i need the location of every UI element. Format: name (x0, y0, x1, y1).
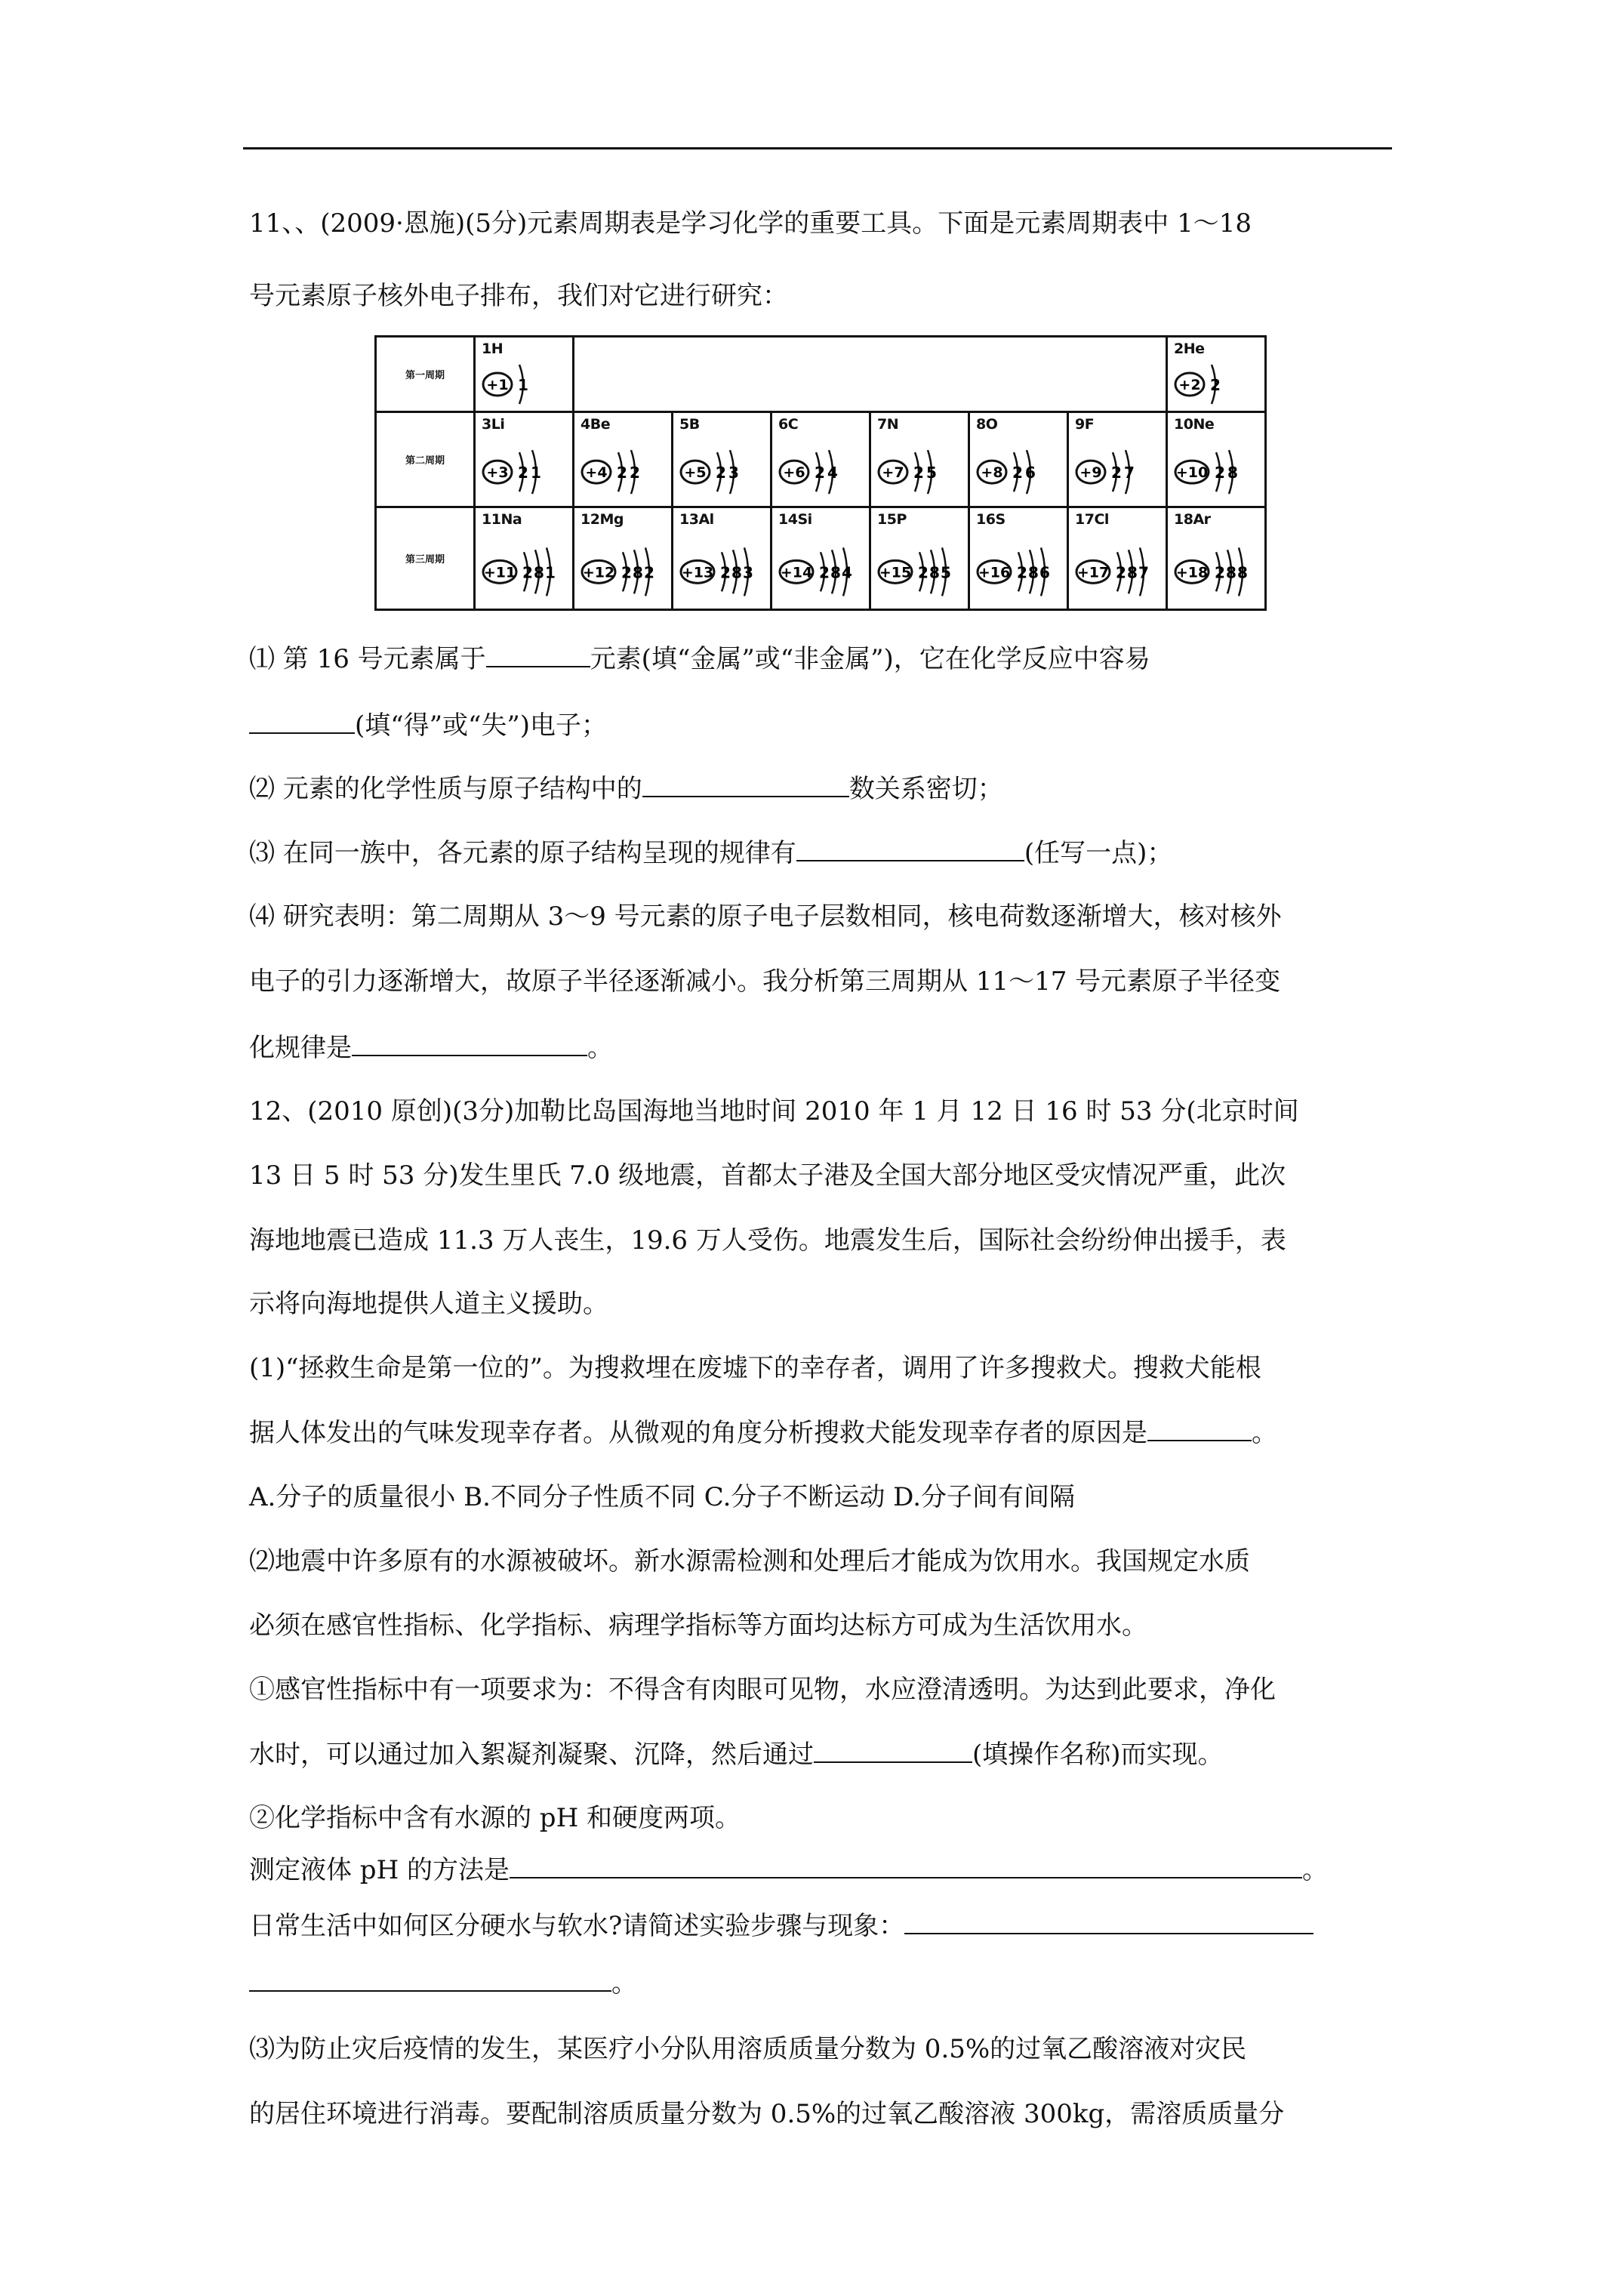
shell-electron-count: 4 (842, 563, 852, 582)
row-label-period-3: 第三周期 (376, 507, 475, 610)
shell-electron-count: 5 (941, 563, 951, 582)
element-label: 5B (679, 416, 700, 433)
atom-structure-diagram (871, 413, 968, 508)
shell-electron-count: 2 (1215, 563, 1225, 582)
shell-electron-count: 2 (1215, 464, 1225, 482)
shell-electron-count: 8 (1127, 563, 1138, 582)
nucleus-charge: +11 (483, 564, 516, 581)
q11-line-2: 号元素原子核外电子排布，我们对它进行研究： (249, 281, 788, 311)
answer-blank[interactable] (642, 773, 849, 797)
atom-structure-diagram (476, 413, 572, 508)
atom-structure-diagram (574, 413, 671, 508)
atom-structure-diagram (970, 508, 1067, 611)
header-rule (243, 147, 1392, 149)
q12-options: A.分子的质量很小 B.不同分子性质不同 C.分子不断运动 D.分子间有间隔 (249, 1482, 1076, 1512)
shell-electron-count: 8 (929, 563, 940, 582)
shell-electron-count: 2 (630, 464, 640, 482)
shell-electron-count: 5 (926, 464, 937, 482)
nucleus-charge: +12 (582, 564, 615, 581)
q12-hardwater-line-2: 。 (249, 1968, 637, 1999)
element-cell (574, 412, 673, 507)
q11-part3: ⑶ 在同一族中，各元素的原子结构呈现的规律有 (任写一点)； (249, 838, 1173, 868)
element-label: 10Ne (1174, 416, 1215, 433)
q11-part2: ⑵ 元素的化学性质与原子结构中的 数关系密切； (249, 774, 1003, 804)
shell-electron-count: 2 (1017, 563, 1027, 582)
shell-electron-count: 2 (913, 464, 924, 482)
element-label: 11Na (482, 511, 522, 528)
shell-electron-count: 2 (518, 464, 528, 482)
periodic-table (374, 335, 1267, 611)
shell-electron-count: 7 (1138, 563, 1149, 582)
shell-electron-count: 2 (815, 464, 825, 482)
element-label: 17Cl (1075, 511, 1109, 528)
answer-blank[interactable] (904, 1910, 1313, 1934)
shell-electron-count: 8 (1028, 563, 1039, 582)
nucleus-charge: +2 (1178, 377, 1201, 393)
element-label: 13Al (679, 511, 714, 528)
q12-line-3: 海地地震已造成 11.3 万人丧生，19.6 万人受伤。地震发生后，国际社会纷纷伸出援手，表 (249, 1225, 1286, 1256)
answer-blank[interactable] (814, 1739, 972, 1763)
q12-criterion1-line-2: 水时，可以通过加入絮凝剂凝聚、沉降，然后通过 (填操作名称)而实现。 (249, 1740, 1224, 1770)
element-label: 14Si (778, 511, 812, 528)
q12-criterion2: ②化学指标中含有水源的 pH 和硬度两项。 (249, 1803, 741, 1833)
atom-structure-diagram (1168, 337, 1264, 413)
atom-structure-diagram (673, 508, 770, 611)
answer-blank[interactable] (249, 1968, 611, 1992)
answer-blank[interactable] (249, 710, 355, 734)
shell-electron-count: 6 (1039, 563, 1050, 582)
shell-electron-count: 1 (531, 464, 541, 482)
element-cell (475, 337, 574, 412)
answer-blank[interactable] (352, 1032, 587, 1056)
shell-electron-count: 2 (1111, 464, 1122, 482)
q12-line-4: 示将向海地提供人道主义援助。 (249, 1289, 608, 1319)
q12-criterion1-line-1: ①感官性指标中有一项要求为：不得含有肉眼可见物，水应澄清透明。为达到此要求，净化 (249, 1675, 1276, 1705)
shell-electron-count: 2 (1210, 376, 1221, 394)
q11-part4-line-2: 电子的引力逐渐增大，故原子半径逐渐减小。我分析第三周期从 11～17 号元素原子半径变 (249, 966, 1281, 997)
atom-structure-diagram (476, 508, 572, 611)
q11-part4-line-3: 化规律是 。 (249, 1033, 613, 1063)
nucleus-charge: +10 (1175, 464, 1209, 482)
atom-structure-diagram (970, 413, 1067, 508)
nucleus-charge: +5 (684, 464, 707, 482)
shell-electron-count: 1 (545, 563, 556, 582)
nucleus-charge: +9 (1079, 464, 1102, 482)
answer-blank[interactable] (1147, 1417, 1252, 1441)
element-label: 3Li (482, 416, 505, 433)
answer-blank[interactable] (796, 837, 1024, 861)
element-cell (969, 412, 1068, 507)
element-label: 16S (976, 511, 1006, 528)
nucleus-charge: +3 (486, 464, 509, 482)
element-cell (475, 507, 574, 610)
shell-electron-count: 8 (1227, 464, 1238, 482)
shell-electron-count: 8 (830, 563, 841, 582)
element-label: 4Be (581, 416, 611, 433)
element-cell (1167, 507, 1266, 610)
atom-structure-diagram (772, 508, 869, 611)
element-label: 12Mg (581, 511, 624, 528)
element-cell (1068, 507, 1167, 610)
element-label: 6C (778, 416, 799, 433)
element-cell (771, 412, 870, 507)
shell-electron-count: 2 (720, 563, 731, 582)
shell-electron-count: 2 (644, 563, 654, 582)
nucleus-charge: +16 (978, 564, 1011, 581)
shell-electron-count: 2 (1012, 464, 1023, 482)
element-cell (1167, 337, 1266, 412)
nucleus-charge: +7 (882, 464, 904, 482)
q12-hardwater-line: 日常生活中如何区分硬水与软水?请简述实验步骤与现象： (249, 1910, 1313, 1941)
atom-structure-diagram (871, 508, 968, 611)
element-label: 2He (1174, 341, 1205, 357)
atom-structure-diagram (1069, 508, 1166, 611)
nucleus-charge: +18 (1175, 564, 1209, 581)
shell-electron-count: 8 (1226, 563, 1236, 582)
q11-line-1: 11、、(2009·恩施)(5分)元素周期表是学习化学的重要工具。下面是元素周期表中 1～18 (249, 208, 1252, 239)
shell-electron-count: 1 (518, 376, 528, 394)
element-cell (870, 412, 969, 507)
shell-electron-count: 8 (633, 563, 643, 582)
element-cell (574, 507, 673, 610)
q12-sub2-line-1: ⑵地震中许多原有的水源被破坏。新水源需检测和处理后才能成为饮用水。我国规定水质 (249, 1546, 1250, 1576)
atom-structure-diagram (1069, 413, 1166, 508)
element-cell (1167, 412, 1266, 507)
nucleus-charge: +8 (981, 464, 1003, 482)
nucleus-charge: +6 (783, 464, 805, 482)
element-cell (673, 507, 771, 610)
nucleus-charge: +15 (879, 564, 912, 581)
element-cell (1068, 412, 1167, 507)
atom-structure-diagram (574, 508, 671, 611)
element-cell (771, 507, 870, 610)
element-label: 18Ar (1174, 511, 1211, 528)
shell-electron-count: 8 (731, 563, 742, 582)
shell-electron-count: 2 (918, 563, 929, 582)
q12-line-1: 12、(2010 原创)(3分)加勒比岛国海地当地时间 2010 年 1 月 12 日 16 时 53 分(北京时间 (249, 1096, 1299, 1126)
atom-structure-diagram (1168, 508, 1264, 611)
row-label-period-1: 第一周期 (376, 337, 475, 412)
q12-sub3-line-2: 的居住环境进行消毒。要配制溶质质量分数为 0.5%的过氧乙酸溶液 300kg，需溶质质量分 (249, 2099, 1285, 2129)
shell-electron-count: 7 (1124, 464, 1135, 482)
shell-electron-count: 2 (716, 464, 726, 482)
atom-structure-diagram (673, 413, 770, 508)
q11-part4-line-1: ⑷ 研究表明：第二周期从 3～9 号元素的原子电子层数相同，核电荷数逐渐增大，核对核外 (249, 901, 1282, 932)
shell-electron-count: 2 (819, 563, 830, 582)
shell-electron-count: 3 (728, 464, 739, 482)
shell-electron-count: 2 (621, 563, 632, 582)
shell-electron-count: 8 (534, 563, 544, 582)
element-label: 1H (482, 341, 504, 357)
row-label-period-2: 第二周期 (376, 412, 475, 507)
shell-electron-count: 2 (522, 563, 533, 582)
shell-electron-count: 8 (1237, 563, 1248, 582)
q11-part1-line-1: ⑴ 第 16 号元素属于 元素(填“金属”或“非金属”)，它在化学反应中容易 (249, 644, 1150, 674)
shell-electron-count: 2 (1116, 563, 1126, 582)
q12-ph-line: 测定液体 pH 的方法是 。 (249, 1855, 1329, 1885)
element-cell (475, 412, 574, 507)
atom-structure-diagram (1168, 413, 1264, 508)
element-label: 15P (877, 511, 907, 528)
element-cell (969, 507, 1068, 610)
answer-blank[interactable] (486, 643, 590, 667)
nucleus-charge: +1 (486, 377, 509, 393)
element-label: 8O (976, 416, 998, 433)
atom-structure-diagram (476, 337, 572, 413)
element-cell (870, 507, 969, 610)
q12-sub1-line-1: (1)“拯救生命是第一位的”。为搜救埋在废墟下的幸存者，调用了许多搜救犬。搜救犬能根 (249, 1353, 1261, 1383)
nucleus-charge: +13 (681, 564, 714, 581)
element-label: 7N (877, 416, 899, 433)
nucleus-charge: +17 (1076, 564, 1110, 581)
answer-blank[interactable] (510, 1854, 1302, 1878)
q12-sub1-line-2: 据人体发出的气味发现幸存者。从微观的角度分析搜救犬能发现幸存者的原因是 。 (249, 1418, 1277, 1448)
shell-electron-count: 4 (827, 464, 838, 482)
shell-electron-count: 2 (617, 464, 627, 482)
element-label: 9F (1075, 416, 1095, 433)
atom-structure-diagram (772, 413, 869, 508)
shell-electron-count: 3 (743, 563, 753, 582)
q11-part1-line-2: (填“得”或“失”)电子； (249, 710, 607, 741)
shell-electron-count: 6 (1025, 464, 1036, 482)
nucleus-charge: +4 (585, 464, 608, 482)
q12-sub2-line-2: 必须在感官性指标、化学指标、病理学指标等方面均达标方可成为生活饮用水。 (249, 1610, 1147, 1641)
q12-line-2: 13 日 5 时 53 分)发生里氏 7.0 级地震，首都太子港及全国大部分地区受灾情况严重，此次 (249, 1160, 1286, 1191)
element-cell (673, 412, 771, 507)
q12-sub3-line-1: ⑶为防止灾后疫情的发生，某医疗小分队用溶质质量分数为 0.5%的过氧乙酸溶液对灾民 (249, 2034, 1247, 2064)
nucleus-charge: +14 (780, 564, 813, 581)
